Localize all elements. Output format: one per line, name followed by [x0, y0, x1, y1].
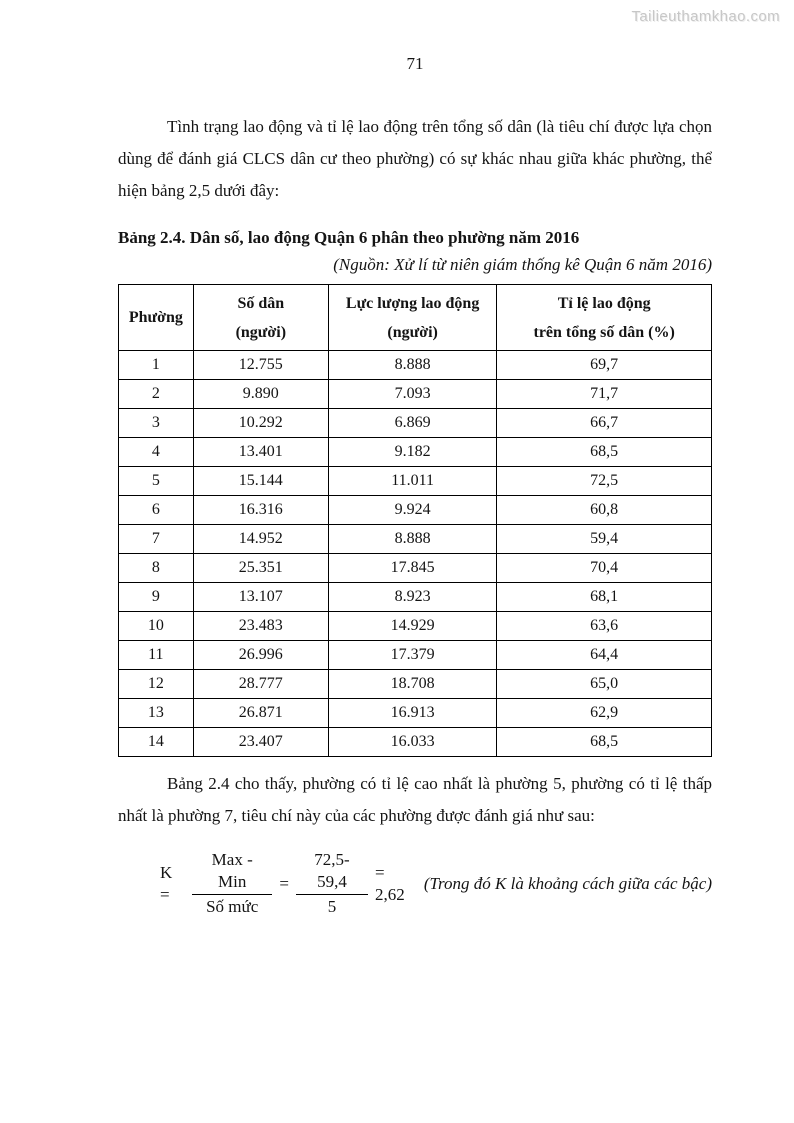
formula-fraction-numeric: [296, 849, 368, 918]
cell-lao-dong: 7.093: [328, 380, 496, 409]
cell-phuong: 5: [119, 467, 194, 496]
cell-so-dan: 9.890: [193, 380, 328, 409]
cell-ti-le: 64,4: [497, 641, 712, 670]
watermark: Tailieuthamkhao.com: [631, 8, 780, 25]
table-row: [119, 554, 712, 583]
cell-ti-le: 70,4: [497, 554, 712, 583]
table-source-note: (Nguồn: Xử lí từ niên giám thống kê Quận 6 năm 2016): [333, 255, 712, 274]
cell-lao-dong: 16.913: [328, 699, 496, 728]
cell-ti-le: 59,4: [497, 525, 712, 554]
cell-ti-le: 62,9: [497, 699, 712, 728]
col-header-so-dan: [193, 285, 328, 351]
table-row: [119, 699, 712, 728]
formula-k-label: K =: [160, 862, 173, 904]
cell-phuong: 7: [119, 525, 194, 554]
col-header-line: Phường: [128, 309, 183, 326]
cell-so-dan: 14.952: [193, 525, 328, 554]
fraction-numerator: Max - Min: [192, 849, 272, 895]
formula-result: = 2,62: [375, 862, 405, 904]
cell-ti-le: 71,7: [497, 380, 712, 409]
cell-phuong: 2: [119, 380, 194, 409]
cell-so-dan: 13.401: [193, 438, 328, 467]
cell-lao-dong: 17.379: [328, 641, 496, 670]
cell-so-dan: 12.755: [193, 351, 328, 380]
fraction-denominator: Số mức: [206, 897, 259, 916]
cell-ti-le: 68,1: [497, 583, 712, 612]
cell-phuong: 14: [119, 728, 194, 757]
cell-phuong: 12: [119, 670, 194, 699]
fraction-denominator: 5: [327, 897, 337, 916]
col-header-line: (người): [235, 323, 287, 341]
conclusion-paragraph: Bảng 2.4 cho thấy, phường có tỉ lệ cao nhất là phường 5, phường có tỉ lệ thấp nhất là phường 7, tiêu chí này của các phường được đánh giá như sau:: [118, 774, 712, 825]
table-row: [119, 525, 712, 554]
table-row: [119, 351, 712, 380]
table-row: [119, 641, 712, 670]
table-row: [119, 670, 712, 699]
cell-phuong: 4: [119, 438, 194, 467]
col-header-line: Số dân: [237, 294, 285, 312]
k-formula: [160, 849, 712, 918]
intro-paragraph: Tình trạng lao động và tỉ lệ lao động trên tổng số dân (là tiêu chí được lựa chọn dùng để đánh giá CLCS dân cư theo phường) có sự khác nhau giữa khác phường, thể hiện bảng 2,5 dưới đây:: [118, 117, 712, 200]
formula-fraction-symbolic: [192, 849, 272, 918]
cell-so-dan: 23.483: [193, 612, 328, 641]
cell-ti-le: 69,7: [497, 351, 712, 380]
formula-equals: =: [279, 873, 289, 893]
table-row: [119, 583, 712, 612]
cell-phuong: 3: [119, 409, 194, 438]
cell-phuong: 11: [119, 641, 194, 670]
cell-so-dan: 25.351: [193, 554, 328, 583]
cell-so-dan: 26.996: [193, 641, 328, 670]
cell-phuong: 1: [119, 351, 194, 380]
population-labor-table: [118, 284, 712, 757]
cell-lao-dong: 11.011: [328, 467, 496, 496]
cell-so-dan: 28.777: [193, 670, 328, 699]
table-header: [119, 285, 712, 351]
cell-so-dan: 23.407: [193, 728, 328, 757]
cell-ti-le: 63,6: [497, 612, 712, 641]
col-header-line: Tỉ lệ lao động: [557, 294, 651, 312]
cell-lao-dong: 9.182: [328, 438, 496, 467]
table-row: [119, 496, 712, 525]
col-header-phuong: [119, 285, 194, 351]
table-caption: Bảng 2.4. Dân số, lao động Quận 6 phân theo phường năm 2016: [118, 228, 580, 247]
col-header-line: (người): [387, 323, 438, 341]
cell-so-dan: 26.871: [193, 699, 328, 728]
cell-lao-dong: 8.923: [328, 583, 496, 612]
table-row: [119, 467, 712, 496]
cell-lao-dong: 9.924: [328, 496, 496, 525]
cell-lao-dong: 6.869: [328, 409, 496, 438]
cell-ti-le: 65,0: [497, 670, 712, 699]
col-header-line: trên tổng số dân (%): [533, 323, 675, 341]
cell-so-dan: 13.107: [193, 583, 328, 612]
col-header-luc-luong: [328, 285, 496, 351]
cell-ti-le: 68,5: [497, 728, 712, 757]
table-row: [119, 438, 712, 467]
cell-so-dan: 10.292: [193, 409, 328, 438]
cell-phuong: 10: [119, 612, 194, 641]
table-body: [119, 351, 712, 757]
table-row: [119, 612, 712, 641]
cell-lao-dong: 8.888: [328, 351, 496, 380]
table-row: [119, 728, 712, 757]
formula-note: (Trong đó K là khoảng cách giữa các bậc): [423, 873, 712, 893]
cell-so-dan: 16.316: [193, 496, 328, 525]
cell-ti-le: 72,5: [497, 467, 712, 496]
table-row: [119, 380, 712, 409]
cell-phuong: 9: [119, 583, 194, 612]
page-number: 71: [406, 54, 424, 73]
col-header-line: Lực lượng lao động: [345, 294, 480, 312]
col-header-ti-le: [497, 285, 712, 351]
cell-phuong: 13: [119, 699, 194, 728]
cell-phuong: 8: [119, 554, 194, 583]
cell-phuong: 6: [119, 496, 194, 525]
fraction-numerator: 72,5-59,4: [296, 849, 368, 895]
cell-lao-dong: 8.888: [328, 525, 496, 554]
cell-so-dan: 15.144: [193, 467, 328, 496]
table-header-row: [119, 285, 712, 351]
cell-ti-le: 68,5: [497, 438, 712, 467]
cell-lao-dong: 14.929: [328, 612, 496, 641]
cell-lao-dong: 18.708: [328, 670, 496, 699]
cell-ti-le: 66,7: [497, 409, 712, 438]
cell-lao-dong: 17.845: [328, 554, 496, 583]
cell-lao-dong: 16.033: [328, 728, 496, 757]
table-row: [119, 409, 712, 438]
cell-ti-le: 60,8: [497, 496, 712, 525]
